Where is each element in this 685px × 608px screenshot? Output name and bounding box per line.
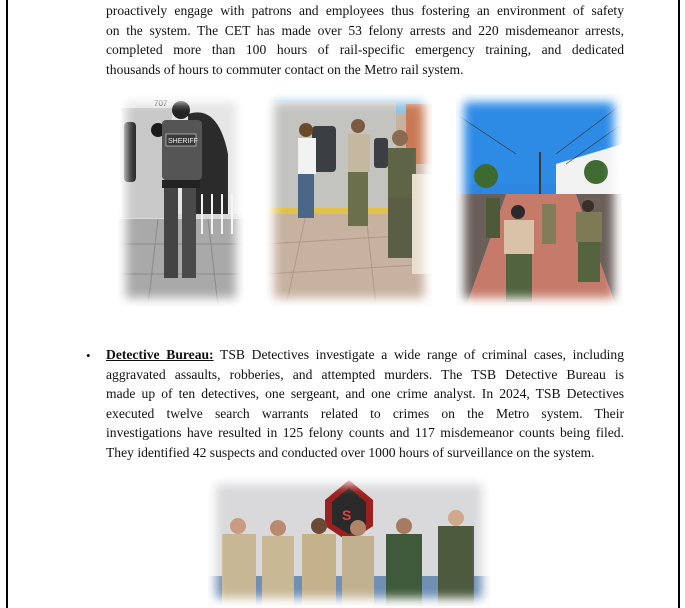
cet-paragraph [106, 1, 624, 79]
photo-deputy-train [118, 94, 244, 306]
photo-deputies-walking [456, 94, 622, 306]
photo-detective-group [208, 476, 490, 606]
photo-deputies-platform [266, 94, 432, 306]
text-segment: TSB Detectives investigate a wide range of criminal cases, including [213, 347, 624, 362]
text-line [106, 345, 624, 365]
detective-paragraph [106, 345, 624, 463]
text-line: executed twelve search warrants related to crimes on the Metro system. Their [106, 405, 624, 421]
text-line: thousands of hours to commuter contact on the Metro rail system. [106, 61, 464, 77]
text-line: on the system. The CET has made over 53 felony arrests and 220 misdemeanor arrests, [106, 22, 624, 38]
detective-bureau-heading: Detective Bureau: [106, 347, 214, 362]
text-line: They identified 42 suspects and conducted over 1000 hours of surveillance on the system. [106, 444, 595, 460]
bullet-point: • [86, 348, 91, 363]
text-line: made up of ten detectives, one sergeant, and one crime analyst. In 2024, TSB Detectives [106, 386, 624, 402]
svg-text:S: S [342, 507, 352, 523]
text-line: aggravated assaults, robberies, and attempted murders. The TSB Detective Bureau is [106, 366, 624, 382]
text-line: investigations have resulted in 125 felony counts and 117 misdemeanor counts being filed. [106, 425, 624, 441]
svg-text:SHERIFF: SHERIFF [168, 138, 198, 145]
text-line: proactively engage with patrons and employees thus fostering an environment of safety [106, 3, 624, 18]
text-line: completed more than 100 hours of rail-specific emergency training, and dedicated [106, 42, 624, 58]
train-number-text: 707 [154, 99, 168, 108]
